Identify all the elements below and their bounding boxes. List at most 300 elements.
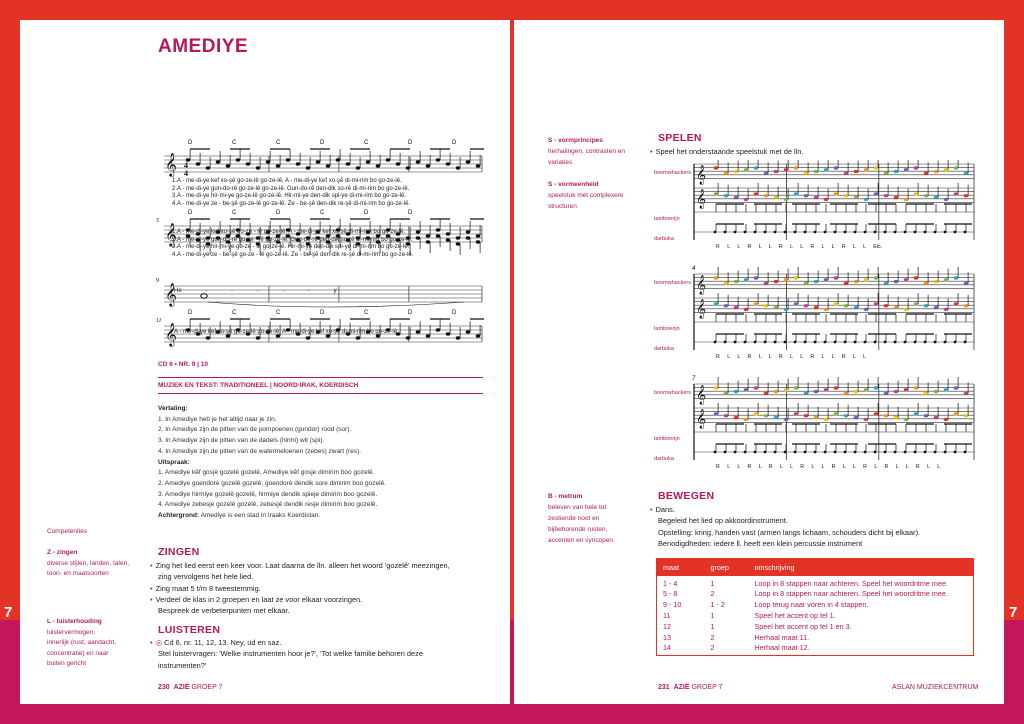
- rhythm-head: [764, 341, 767, 344]
- chapter-tab-right: 7: [1009, 604, 1018, 621]
- note-head: [754, 386, 759, 389]
- note-head: [196, 162, 201, 165]
- rhythm-head: [924, 231, 927, 234]
- rhythm-head: [854, 451, 857, 454]
- note-head: [456, 166, 461, 169]
- chord-symbol: C: [232, 210, 237, 216]
- instrument-label: darbuka: [654, 346, 674, 352]
- competentie-text: bijbehorende rusten,: [548, 526, 608, 533]
- note-head: [844, 392, 849, 395]
- footer-publisher: ASLAN MUZIEKCENTRUM: [892, 684, 979, 691]
- table-cell: Speel het accent op tel 1 en 3.: [754, 621, 852, 631]
- note-head: [476, 334, 481, 337]
- competentie-text: structuren: [548, 203, 577, 210]
- note-head: [416, 236, 421, 239]
- rhythm-head: [874, 451, 877, 454]
- competentie-text: diverse stijlen, landen, talen,: [47, 559, 130, 567]
- table-cell: Herhaal maat 12.: [754, 642, 810, 652]
- rhythm-head: [754, 231, 757, 234]
- competentie-luisterhouding: [47, 617, 116, 670]
- note-head: [884, 172, 889, 175]
- note-head: [964, 304, 969, 307]
- note-head: [754, 412, 759, 415]
- competentie-text: zestiende noot en: [548, 515, 600, 522]
- note-head: [934, 306, 939, 309]
- note-head: [844, 414, 849, 417]
- rhythm-head: [774, 451, 777, 454]
- note-head: [834, 412, 839, 415]
- footer-group: GROEP 7: [691, 684, 723, 691]
- note-head: [724, 392, 729, 395]
- note-head: [336, 158, 341, 161]
- lyric-line: 4.A - me-di-ye ze - be-şê go-ze - lê go-ze-lê. Ze - be-şê den-dik re-şê di-mi-rim bo go-ze-lê.: [172, 251, 414, 258]
- table-cell: 2: [710, 642, 715, 652]
- note-head: [884, 304, 889, 307]
- note-head: [446, 332, 451, 335]
- table-cell: 1: [710, 610, 715, 620]
- note-head: [774, 416, 779, 419]
- rhythm-head: [874, 341, 877, 344]
- rhythm-head: [794, 341, 797, 344]
- footer-country: AZIË: [173, 684, 190, 691]
- note-head: [734, 306, 739, 309]
- note-head: [954, 386, 959, 389]
- rhythm-head: [914, 231, 917, 234]
- note-head: [874, 412, 879, 415]
- rhythm-head: [744, 231, 747, 234]
- note-head: [714, 386, 719, 389]
- hand-pattern: R L L R L L R L L R L L R L L Etc.: [716, 244, 883, 250]
- note-head: [784, 308, 789, 311]
- competenties-label: Competenties: [47, 528, 88, 535]
- note-head: [834, 302, 839, 305]
- competentie-metrum: [548, 491, 613, 546]
- measure-number: 11: [156, 318, 162, 324]
- note-head: [944, 388, 949, 391]
- rhythm-head: [834, 451, 837, 454]
- note-head: [476, 234, 481, 237]
- rhythm-head: [734, 451, 737, 454]
- note-head: [884, 392, 889, 395]
- note-head: [456, 336, 461, 339]
- rhythm-head: [924, 341, 927, 344]
- note-head: [824, 388, 829, 391]
- rhythm-head: [864, 341, 867, 344]
- right-page: [514, 20, 1004, 704]
- table-cell: 1: [710, 578, 715, 588]
- lyric-line: 3.A - me-di-ye hir-mi-ye go-ze - lê go-ze-lê. Hir-mi-ye den-dik spi-ye di-mi-rim bo go-ze-lê.: [172, 244, 410, 250]
- note-head: [964, 414, 969, 417]
- note-head: [734, 196, 739, 199]
- rhythm-head: [824, 451, 827, 454]
- note-head: [884, 194, 889, 197]
- note-head: [864, 278, 869, 281]
- note-head: [964, 194, 969, 197]
- note-head: [804, 304, 809, 307]
- table-cell: 14: [663, 642, 671, 652]
- competentie-text: variaties: [548, 159, 573, 166]
- chord-symbol: D: [452, 310, 457, 316]
- note-head: [904, 278, 909, 281]
- dance-table: [656, 558, 974, 656]
- note-head: [894, 196, 899, 199]
- chord-symbol: D: [452, 140, 457, 146]
- note-head: [814, 306, 819, 309]
- rhythm-head: [714, 451, 717, 454]
- note-head: [714, 166, 719, 169]
- lyric-line: 3.A - me-di-ye hir-mi-ye go-ze-lê go-ze-lê. Hir-mi-ye den-dik spi-ye di-mi-rim bo go-ze-lê.: [172, 193, 407, 199]
- note-head: [724, 304, 729, 307]
- note-head: [944, 278, 949, 281]
- note-head: [834, 192, 839, 195]
- bewegen-heading: BEWEGEN: [658, 490, 715, 502]
- note-head: [824, 168, 829, 171]
- note-head: [794, 412, 799, 415]
- note-head: [466, 330, 471, 333]
- note-head: [366, 160, 371, 163]
- note-head: [904, 388, 909, 391]
- note-head: [714, 412, 719, 415]
- note-head: [466, 160, 471, 163]
- note-head: [774, 280, 779, 283]
- note-head: [944, 168, 949, 171]
- note-head: [844, 282, 849, 285]
- note-head: [914, 192, 919, 195]
- table-cell: 12: [663, 621, 671, 631]
- rhythm-head: [764, 451, 767, 454]
- chord-symbol: C: [232, 310, 237, 316]
- rhythm-head: [944, 341, 947, 344]
- rhythm-head: [854, 341, 857, 344]
- luisteren-item: Cd 6, nr. 11, 12, 13. Ney, ud en saz.: [164, 638, 282, 647]
- table-cell: Speel het accent op tel 1.: [754, 610, 836, 620]
- note-head: [406, 336, 411, 339]
- note-head: [814, 280, 819, 283]
- note-head: [794, 386, 799, 389]
- table-cell: 1 - 2: [710, 599, 725, 609]
- treble-clef: 𝄞: [696, 189, 707, 209]
- rhythm-head: [844, 451, 847, 454]
- zingen-item: zing vervolgens het hele lied.: [158, 572, 254, 582]
- note-head: [724, 194, 729, 197]
- tie-slur: [208, 302, 464, 307]
- note-head: [286, 158, 291, 161]
- note-head: [396, 162, 401, 165]
- rhythm-head: [734, 341, 737, 344]
- competentie-zingen: [47, 548, 129, 580]
- bewegen-item: Dans.: [655, 505, 675, 514]
- note-head: [824, 278, 829, 281]
- note-head: [884, 414, 889, 417]
- note-head: [356, 336, 361, 339]
- lyrics-block-3: He - - - - - y: [174, 288, 337, 294]
- footer-right: [658, 684, 722, 691]
- table-cell: Loop terug naar voren in 4 stappen.: [754, 599, 869, 609]
- treble-clef: 𝄞: [165, 282, 177, 306]
- note-head: [874, 276, 879, 279]
- note-head: [954, 192, 959, 195]
- rhythm-head: [764, 231, 767, 234]
- note-head: [764, 282, 769, 285]
- note-head: [914, 412, 919, 415]
- note-head: [226, 164, 231, 167]
- zingen-item: Zing het lied eerst een keer voor. Laat daarna de lln. alleen het woord 'gozelê' meezingen,: [155, 561, 450, 570]
- note-head: [844, 304, 849, 307]
- note-head: [436, 328, 441, 331]
- note-head: [804, 414, 809, 417]
- luisteren-heading: LUISTEREN: [158, 624, 221, 636]
- rhythm-head: [964, 341, 967, 344]
- note-head: [216, 160, 221, 163]
- note-head: [804, 172, 809, 175]
- rhythm-head: [954, 341, 957, 344]
- lyrics-block-1: [172, 178, 410, 208]
- note-head: [266, 160, 271, 163]
- cd-icon: ◎: [155, 638, 163, 647]
- note-head: [774, 196, 779, 199]
- note-head: [804, 194, 809, 197]
- note-head: [476, 240, 481, 243]
- note-head: [944, 418, 949, 421]
- luisteren-list: • ◎ Cd 6, nr. 11, 12, 13. Ney, ud en saz. Stel luistervragen: 'Welke instrumenten hoor je?', 'Tot welke familie behoren deze instrumenten?': [150, 637, 490, 671]
- table-cell: 5 - 8: [663, 588, 678, 598]
- rhythm-head: [754, 451, 757, 454]
- note-head: [914, 302, 919, 305]
- vertaling-line: 1. In Amediye heb je het altijd naar je zin.: [158, 415, 277, 423]
- chapter-tab-left: 7: [4, 604, 13, 621]
- note-head: [754, 192, 759, 195]
- note-head: [206, 166, 211, 169]
- competentie-vormprincipes: [548, 135, 625, 168]
- competentie-text: luistervermogen,: [47, 628, 96, 636]
- treble-clef: 𝄞: [165, 222, 177, 246]
- competentie-text: accenten en syncopen: [548, 537, 614, 544]
- rhythm-head: [744, 451, 747, 454]
- rhythm-head: [934, 231, 937, 234]
- note-head: [914, 386, 919, 389]
- note-head: [446, 232, 451, 235]
- note-head: [894, 170, 899, 173]
- treble-clef: 𝄞: [696, 275, 707, 295]
- rhythm-head: [844, 341, 847, 344]
- table-row: [657, 632, 974, 643]
- instrument-label: boomwhackers: [654, 170, 691, 176]
- note-head: [376, 164, 381, 167]
- chord-symbol: C: [232, 140, 237, 146]
- note-head: [834, 276, 839, 279]
- treble-clef: 𝄞: [696, 299, 707, 319]
- chord-symbol: C: [320, 210, 325, 216]
- note-head: [864, 418, 869, 421]
- instrument-label: tamboerijn: [654, 216, 680, 222]
- achtergrond-heading: Achtergrond:: [158, 512, 200, 520]
- measure-number: 7: [692, 376, 696, 382]
- note-head: [256, 166, 261, 169]
- zingen-item: Zing maat 5 t/m 8 tweestemmig.: [155, 583, 261, 593]
- note-head: [934, 170, 939, 173]
- note-head: [854, 416, 859, 419]
- rhythm-head: [954, 451, 957, 454]
- rhythm-head: [834, 231, 837, 234]
- treble-clef: 𝄞: [696, 165, 707, 185]
- chord-symbol: D: [408, 310, 413, 316]
- table-cell: 2: [710, 588, 715, 598]
- rhythm-head: [864, 231, 867, 234]
- chord-symbol: D: [320, 310, 325, 316]
- table-row: [657, 621, 974, 632]
- bewegen-item: Begeleid het lied op akkoordinstrument.: [658, 516, 788, 526]
- note-head: [296, 162, 301, 165]
- lyric-line: 1.A - me-di-ye kef xo-şê go-ze - lê go-ze-lê. A - me-di-ye kef xo-şê di-mi-rim bo go-ze-lê.: [172, 229, 406, 235]
- table-row: [657, 576, 974, 588]
- note-head: [406, 166, 411, 169]
- note-head: [924, 282, 929, 285]
- competentie-label: S - vormprincipes: [548, 137, 603, 144]
- note-head: [774, 390, 779, 393]
- translation-block: [158, 404, 488, 522]
- note-head: [954, 276, 959, 279]
- rhythm-head: [754, 341, 757, 344]
- lyrics-block-2: [172, 229, 413, 259]
- note-head: [784, 168, 789, 171]
- rhythm-head: [814, 341, 817, 344]
- table-cell: Loop in 8 stappen naar achteren. Speel het woordritme mee.: [754, 588, 948, 598]
- rhythm-head: [844, 231, 847, 234]
- note-head: [784, 388, 789, 391]
- table-cell: 2: [710, 632, 715, 642]
- treble-clef: 𝄞: [165, 322, 177, 346]
- competentie-label: S - vormeenheid: [548, 181, 599, 188]
- rhythm-head: [934, 341, 937, 344]
- note-head: [824, 418, 829, 421]
- rhythm-head: [914, 341, 917, 344]
- cd-reference: CD 6 • NR. 9 | 10: [158, 361, 208, 368]
- note-head: [306, 166, 311, 169]
- note-head: [426, 234, 431, 237]
- note-head: [714, 302, 719, 305]
- note-head: [794, 166, 799, 169]
- rhythm-head: [834, 341, 837, 344]
- table-cell: 9 - 10: [663, 599, 682, 609]
- note-head: [436, 228, 441, 231]
- note-head: [964, 392, 969, 395]
- rhythm-head: [744, 341, 747, 344]
- time-signature: 4: [184, 161, 188, 170]
- bewegen-item: Opstelling: kring, handen vast (armen langs lichaam, schouders dicht bij elkaar).: [658, 527, 921, 537]
- table-header-row: [657, 559, 974, 576]
- rhythm-head: [804, 231, 807, 234]
- note-head: [784, 278, 789, 281]
- rhythm-head: [804, 341, 807, 344]
- note-head: [874, 192, 879, 195]
- note-head: [734, 416, 739, 419]
- note-head: [954, 166, 959, 169]
- chord-symbol: C: [276, 140, 281, 146]
- left-page: [20, 20, 510, 704]
- note-head: [754, 276, 759, 279]
- note-head: [814, 390, 819, 393]
- note-head: [446, 162, 451, 165]
- hand-pattern: R L L R L L R L L R L L R L L: [716, 354, 867, 360]
- rhythm-head: [724, 341, 727, 344]
- note-head: [924, 172, 929, 175]
- table-cell: Loop in 8 stappen naar achteren. Speel het woordritme mee.: [754, 578, 948, 588]
- note-head: [844, 172, 849, 175]
- note-head: [754, 166, 759, 169]
- competentie-label: B - metrum: [548, 493, 583, 500]
- rhythm-head: [714, 341, 717, 344]
- spelen-list: • Speel het onderstaande speelstuk met de lln.: [650, 147, 804, 156]
- zingen-list: • Zing het lied eerst een keer voor. Laat daarna de lln. alleen het woord 'gozelê' meezingen, zing vervolgens het hele lied. • Zing maat 5 t/m 8 tweestemmig. • Verdeel de klas in 2 groepen en laat ze voor elkaar voorzingen. Bespreek de verbeterpunten met elkaar.: [150, 560, 490, 616]
- treble-clef: 𝄞: [165, 152, 177, 176]
- note-head: [854, 170, 859, 173]
- note-head: [466, 236, 471, 239]
- zingen-item: Bespreek de verbeterpunten met elkaar.: [158, 606, 290, 616]
- note-head: [246, 162, 251, 165]
- table-row: [657, 610, 974, 621]
- note-head: [874, 302, 879, 305]
- table-cell: 1: [710, 621, 715, 631]
- note-head: [446, 238, 451, 241]
- note-head: [326, 164, 331, 167]
- note-head: [854, 196, 859, 199]
- competentie-label: L - luisterhouding: [47, 618, 102, 625]
- note-head: [784, 418, 789, 421]
- rhythm-head: [784, 341, 787, 344]
- note-head: [904, 168, 909, 171]
- note-head: [814, 196, 819, 199]
- note-head: [764, 414, 769, 417]
- rhythm-head: [714, 231, 717, 234]
- chord-symbol: D: [408, 140, 413, 146]
- rhythm-head: [934, 451, 937, 454]
- note-head: [794, 192, 799, 195]
- rhythm-head: [794, 451, 797, 454]
- note-head: [824, 308, 829, 311]
- rhythm-head: [894, 341, 897, 344]
- note-head: [824, 198, 829, 201]
- chord-symbol: D: [188, 210, 193, 216]
- luisteren-item: Stel luistervragen: 'Welke instrumenten hoor je?', 'Tot welke familie behoren deze: [158, 649, 423, 659]
- note-head: [426, 334, 431, 337]
- page-number: 231: [658, 684, 670, 691]
- rhythm-head: [924, 451, 927, 454]
- note-head: [764, 304, 769, 307]
- note-head: [456, 242, 461, 245]
- note-head: [764, 392, 769, 395]
- chord-symbol: D: [364, 210, 369, 216]
- note-head: [426, 164, 431, 167]
- note-head: [944, 308, 949, 311]
- note-head: [914, 166, 919, 169]
- competentie-text: innerlijk (rust, aandacht,: [47, 639, 117, 646]
- rhythm-head: [774, 341, 777, 344]
- rhythm-head: [904, 341, 907, 344]
- chord-symbol: D: [188, 140, 193, 146]
- rhythm-head: [734, 231, 737, 234]
- note-head: [924, 414, 929, 417]
- note-head: [954, 412, 959, 415]
- note-head: [874, 166, 879, 169]
- note-head: [416, 230, 421, 233]
- note-head: [386, 158, 391, 161]
- note-head: [744, 198, 749, 201]
- rhythm-head: [904, 451, 907, 454]
- note-head: [914, 276, 919, 279]
- note-head: [854, 280, 859, 283]
- chord-symbol: C: [276, 310, 281, 316]
- note-head: [734, 280, 739, 283]
